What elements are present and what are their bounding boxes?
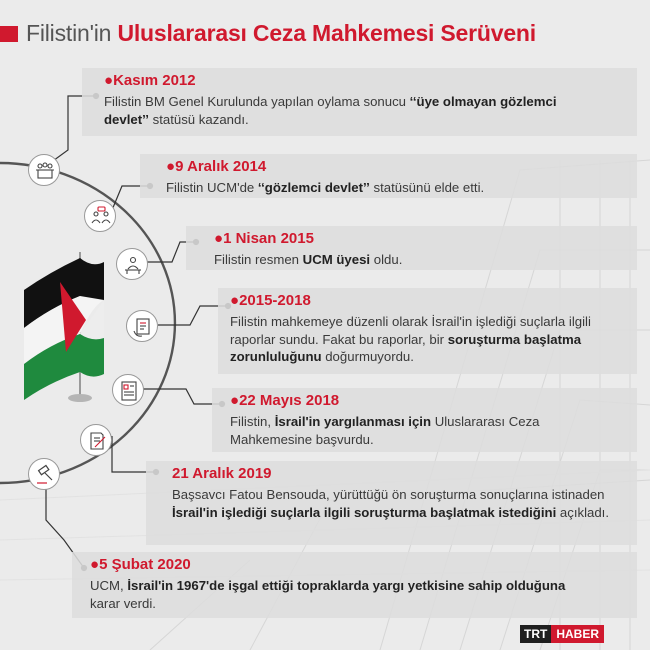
report-hand-icon bbox=[126, 310, 158, 342]
gavel-icon bbox=[28, 458, 60, 490]
event-date: ●2015-2018 bbox=[230, 292, 311, 309]
event-description: Başsavcı Fatou Bensouda, yürüttüğü ön soruşturma sonuçlarına istinaden İsrail'in işlediği suçlarla ilgili soruşturma başlatmak istediğini açıkladı. bbox=[172, 487, 610, 520]
event-date-text: 22 Mayıs 2018 bbox=[239, 392, 340, 409]
event-date bbox=[172, 465, 272, 482]
event-date-text: 9 Aralık 2014 bbox=[175, 158, 267, 175]
event-description: Filistin mahkemeye düzenli olarak İsrail'in işlediği suçlarla ilgili raporlar sundu. Fakat bu raporlar, bir soruşturma başlatma zorunluluğunu doğurmuyordu. bbox=[230, 314, 591, 364]
document-pen-icon bbox=[80, 424, 112, 456]
logo-part-2: HABER bbox=[551, 625, 604, 643]
trt-haber-logo bbox=[520, 625, 604, 643]
event-date-text: 1 Nisan 2015 bbox=[223, 230, 314, 247]
event-date: ●Kasım 2012 bbox=[104, 72, 196, 89]
event-date: ●1 Nisan 2015 bbox=[214, 230, 314, 247]
people-podium-icon bbox=[28, 154, 60, 186]
title-prefix: Filistin'in bbox=[26, 20, 118, 46]
event-description: UCM, İsrail'in 1967'de işgal ettiği topraklarda yargı yetkisine sahip olduğuna karar verdi. bbox=[90, 578, 566, 611]
event-date: ●9 Aralık 2014 bbox=[166, 158, 267, 175]
event-date-text: Kasım 2012 bbox=[113, 72, 196, 89]
event-date-text: 5 Şubat 2020 bbox=[99, 556, 191, 573]
event-description: Filistin BM Genel Kurulunda yapılan oylama sonucu ‘‘üye olmayan gözlemci devlet’’ statüsü kazandı. bbox=[104, 94, 557, 127]
event-description: Filistin UCM'de ‘‘gözlemci devlet’’ statüsünü elde etti. bbox=[166, 180, 485, 195]
person-desk-icon bbox=[116, 248, 148, 280]
event-description: Filistin resmen UCM üyesi oldu. bbox=[214, 252, 403, 267]
event-date-text: 21 Aralık 2019 bbox=[172, 465, 272, 482]
title-bold: Uluslararası Ceza Mahkemesi Serüveni bbox=[117, 20, 536, 46]
event-description: Filistin, İsrail'in yargılanması için Uluslararası Ceza Mahkemesine başvurdu. bbox=[230, 414, 540, 447]
palestine-flag-icon bbox=[24, 252, 104, 402]
conversation-icon bbox=[84, 200, 116, 232]
event-date: ●5 Şubat 2020 bbox=[90, 556, 191, 573]
logo-part-1: TRT bbox=[520, 625, 551, 643]
event-date-text: 2015-2018 bbox=[239, 292, 311, 309]
event-date: ●22 Mayıs 2018 bbox=[230, 392, 340, 409]
application-form-icon bbox=[112, 374, 144, 406]
